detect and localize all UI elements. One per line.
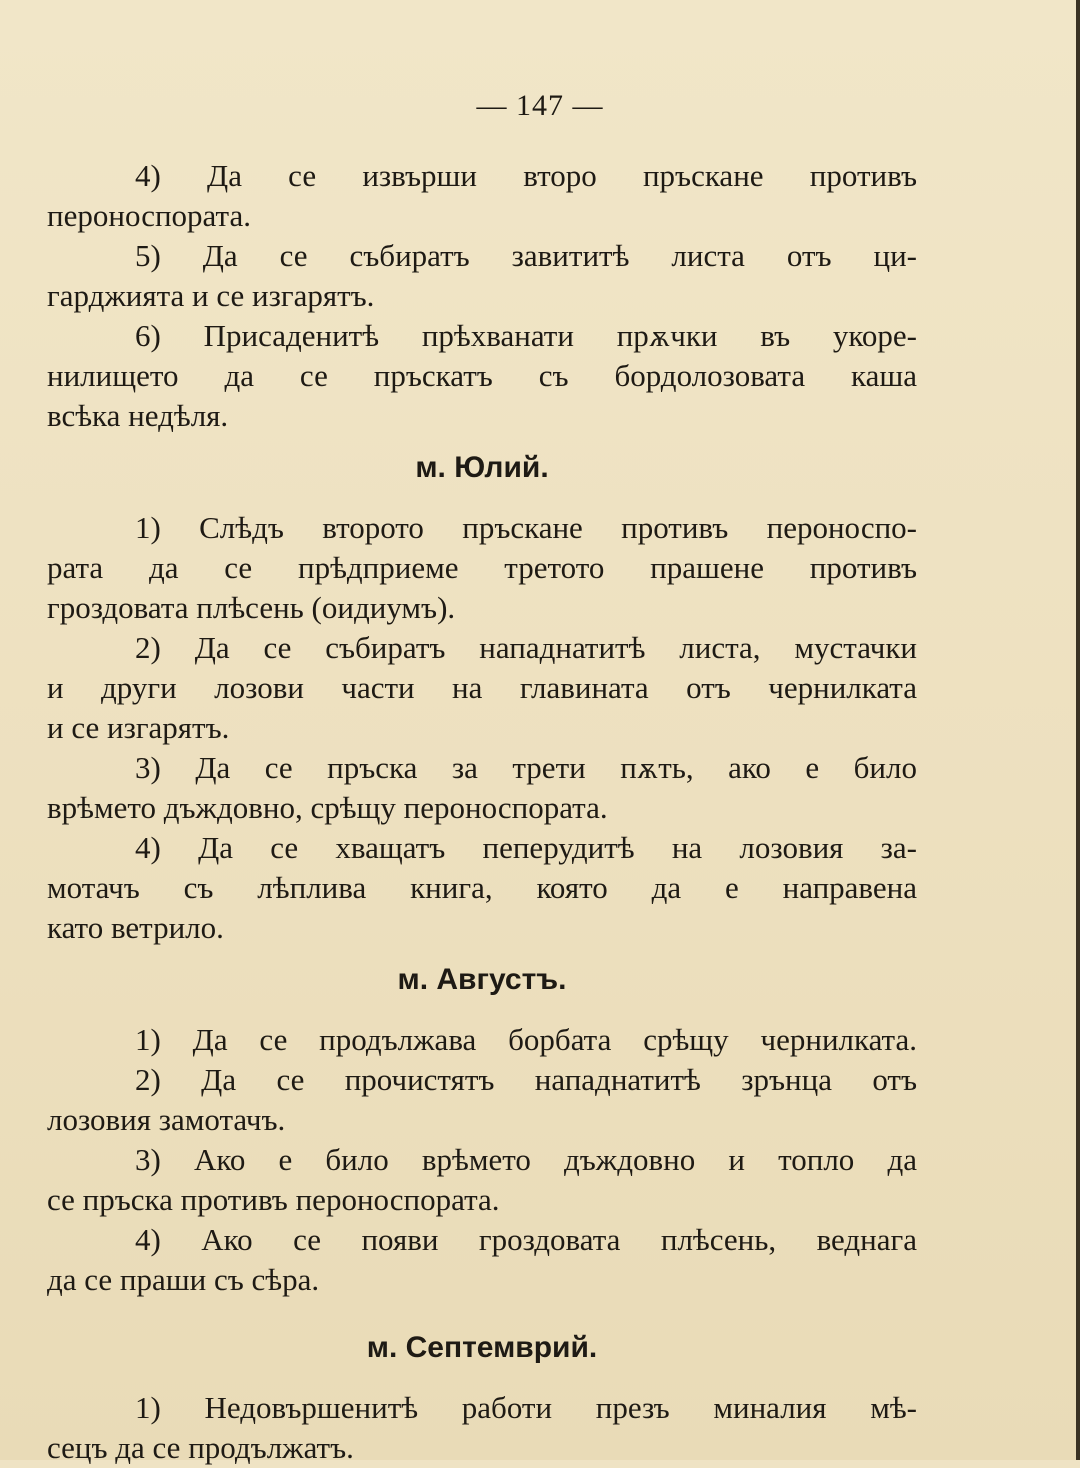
text-line: 6) Присаденитѣ прѣхванати прѫчки въ укоре- (135, 318, 917, 353)
text-line: да се праши съ сѣра. (47, 1262, 320, 1297)
text-line: рата да се прѣдприеме третото прашене противъ (47, 550, 917, 585)
page-number: — 147 — (476, 89, 604, 122)
text-line: и се изгарятъ. (47, 710, 230, 745)
text-line: нилището да се пръскатъ съ бордолозовата каша (47, 358, 917, 393)
text-line: 4) Ако се появи гроздовата плѣсень, веднага (135, 1222, 917, 1257)
text-line: 1) Слѣдъ второто пръскане противъ пероноспо- (135, 510, 917, 545)
section-heading-august: м. Августъ. (397, 963, 567, 996)
item-intro-5 (47, 236, 917, 316)
text-line: пероноспората. (47, 198, 251, 233)
text-line: 3) Ако е било врѣмето дъждовно и топло да (135, 1142, 917, 1177)
text-line: врѣмето дъждовно, срѣщу пероноспората. (47, 790, 608, 825)
item-july-2 (47, 628, 917, 748)
text-line: като ветрило. (47, 910, 224, 945)
page-body (47, 156, 917, 1468)
item-intro-6 (47, 316, 917, 436)
text-line: мотачъ съ лѣплива книга, която да е направена (47, 870, 917, 905)
text-line: 3) Да се пръска за трети пѫть, ако е било (135, 750, 917, 785)
text-line: лозовия замотачъ. (47, 1102, 286, 1137)
text-line: всѣка недѣля. (47, 398, 229, 433)
text-line: 1) Да се продължава борбата срѣщу чернилката. (135, 1022, 917, 1057)
item-july-4 (47, 828, 917, 948)
section-heading-july: м. Юлий. (415, 451, 549, 484)
text-line: 4) Да се хващатъ пеперудитѣ на лозовия за- (135, 830, 917, 865)
text-line: 2) Да се събиратъ нападнатитѣ листа, мустачки (135, 630, 917, 665)
item-july-3 (47, 748, 917, 828)
section-heading-september: м. Септемврий. (366, 1331, 598, 1364)
text-line: 5) Да се събиратъ завититѣ листа отъ ци- (135, 238, 917, 273)
text-line: гроздовата плѣсень (оидиумъ). (47, 590, 456, 625)
text-line: 1) Недовършенитѣ работи презъ миналия мѣ- (135, 1390, 917, 1425)
item-august-1 (47, 1020, 917, 1060)
item-august-4 (47, 1220, 917, 1300)
item-august-3 (47, 1140, 917, 1220)
text-line: се пръска противъ пероноспората. (47, 1182, 500, 1217)
item-july-1 (47, 508, 917, 628)
text-line: гарджията и се изгарятъ. (47, 278, 375, 313)
item-intro-4 (47, 156, 917, 236)
text-line: 2) Да се прочистятъ нападнатитѣ зрънца отъ (135, 1062, 917, 1097)
text-line: и други лозови части на главината отъ чернилката (47, 670, 917, 705)
text-line: 4) Да се извърши второ пръскане противъ (135, 158, 917, 193)
item-september-1 (47, 1388, 917, 1468)
item-august-2 (47, 1060, 917, 1140)
text-line: сецъ да се продължатъ. (47, 1430, 354, 1465)
